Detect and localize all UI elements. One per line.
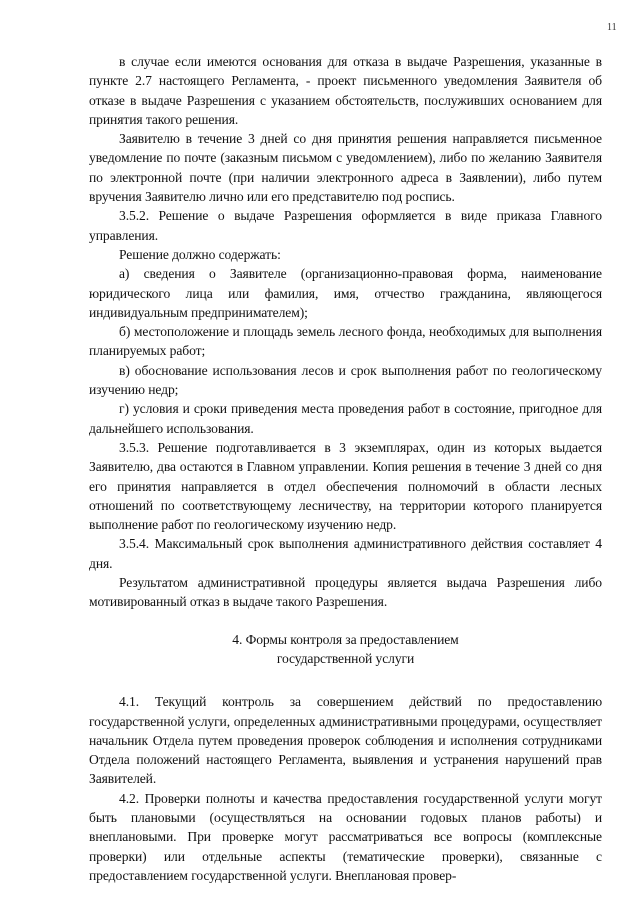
section-heading-line: 4. Формы контроля за предоставлением [232, 631, 459, 647]
paragraph: 3.5.2. Решение о выдаче Разрешения оформляется в виде приказа Главного управления. [89, 208, 602, 243]
paragraph: Заявителю в течение 3 дней со дня принятия решения направляется письменное уведомление по почте (заказным письмом с уведомлением), либо по желанию Заявителя по электронной почте (при наличии электронного адреса в Заявлении), либо путем вручения Заявителю лично или его представителю под роспись. [89, 131, 602, 205]
document-body [89, 52, 602, 885]
paragraph: в случае если имеются основания для отказа в выдаче Разрешения, указанные в пункте 2.7 настоящего Регламента, - проект письменного уведомления Заявителя об отказе в выдаче Разрешения с указанием обстоятельств, послуживших основанием для принятия такого решения. [89, 54, 602, 127]
page-number: 11 [607, 22, 617, 33]
list-item: а) сведения о Заявителе (организационно-правовая форма, наименование юридического лица или фамилия, имя, отчество гражданина, являющегося индивидуальным предпринимателем); [89, 266, 602, 320]
list-item: б) местоположение и площадь земель лесного фонда, необходимых для выполнения планируемых работ; [89, 324, 602, 359]
paragraph: Решение должно содержать: [119, 246, 281, 262]
list-item: г) условия и сроки приведения места проведения работ в состояние, пригодное для дальнейшего использования. [89, 401, 602, 436]
paragraph: Результатом административной процедуры является выдача Разрешения либо мотивированный отказ в выдаче такого Разрешения. [89, 575, 602, 610]
list-item: в) обоснование использования лесов и срок выполнения работ по геологическому изучению недр; [89, 362, 602, 398]
paragraph: 4.2. Проверки полноты и качества предоставления государственной услуги могут быть плановыми (осуществляться на основании годовых планов работы) и внеплановыми. При проверке могут рассматриваться все вопросы (комплексные проверки) или отдельные аспекты (тематические проверки), связанные с предоставлением государственной услуги. Внеплановая провер- [89, 790, 602, 883]
paragraph: 3.5.3. Решение подготавливается в 3 экземплярах, один из которых выдается Заявителю, два остаются в Главном управлении. Копия решения в течение 3 дней со дня его принятия направляется в отдел обеспечения полномочий в области лесных отношений по соответствующему лесничеству, на территории которого планируется выполнение работ по геологическому изучению недр. [89, 439, 602, 533]
paragraph: 3.5.4. Максимальный срок выполнения административного действия составляет 4 дня. [89, 536, 602, 571]
section-heading-line: государственной услуги [276, 650, 415, 666]
section-heading [89, 630, 602, 669]
paragraph: 4.1. Текущий контроль за совершением действий по предоставлению государственной услуги, определенных административными процедурами, осуществляет начальник Отдела путем проведения проверок соблюдения и исполнения сотрудниками Отдела положений настоящего Регламента, выявления и устранения нарушений прав Заявителей. [89, 694, 602, 787]
